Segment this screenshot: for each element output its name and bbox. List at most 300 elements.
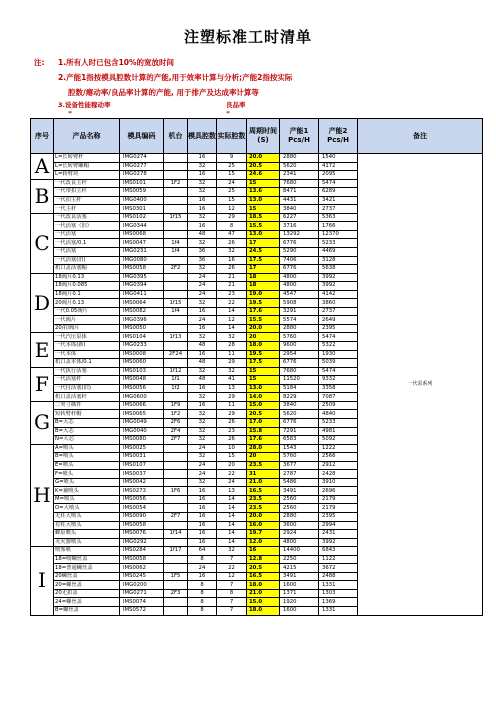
mold-code-cell: IMG0600	[120, 393, 164, 402]
actual-cavities-cell: 15	[217, 196, 247, 205]
capacity-2-cell: 3421	[319, 196, 358, 205]
capacity-1-cell: 2880	[280, 512, 319, 521]
mold-code-cell: IMS0284	[120, 547, 164, 556]
actual-cavities-cell: 32	[217, 547, 247, 556]
mold-code-cell: IMG0395	[120, 273, 164, 282]
capacity-1-cell: 6776	[280, 239, 319, 248]
actual-cavities-cell: 23	[217, 427, 247, 436]
actual-cavities-cell: 13	[217, 487, 247, 496]
mold-cavities-cell: 32	[188, 333, 217, 342]
capacity-2-cell: 9332	[319, 376, 358, 385]
product-name-cell: 20无扣盖	[54, 589, 120, 598]
mold-code-cell: IMG0233	[120, 342, 164, 351]
mold-code-cell: IMS0047	[120, 239, 164, 248]
mold-code-cell: IMS0572	[120, 606, 164, 615]
actual-cavities-cell: 32	[217, 367, 247, 376]
mold-cavities-cell: 8	[188, 589, 217, 598]
machine-cell: 2F7	[164, 436, 188, 445]
cycle-time-cell: 17.0	[247, 418, 280, 427]
cycle-time-cell: 20.0	[247, 512, 280, 521]
capacity-2-cell: 5092	[319, 436, 358, 445]
machine-cell	[164, 230, 188, 239]
group-letter: C	[31, 213, 54, 273]
actual-cavities-cell: 14	[217, 538, 247, 547]
capacity-2-cell: 2488	[319, 572, 358, 581]
actual-cavities-cell: 8	[217, 222, 247, 231]
capacity-2-cell: 5638	[319, 265, 358, 274]
product-name-cell: 一代阀片	[54, 316, 120, 325]
cycle-time-cell: 23.5	[247, 495, 280, 504]
capacity-2-cell: 4469	[319, 248, 358, 257]
actual-cavities-cell: 29	[217, 393, 247, 402]
actual-cavities-cell: 26	[217, 265, 247, 274]
actual-cavities-cell: 7	[217, 598, 247, 607]
cycle-time-cell: 13.0	[247, 230, 280, 239]
mold-code-cell: IMS0080	[120, 436, 164, 445]
actual-cavities-cell: 22	[217, 470, 247, 479]
mold-code-cell: IMS0062	[120, 564, 164, 573]
machine-cell	[164, 256, 188, 265]
capacity-1-cell: 8471	[280, 188, 319, 197]
product-name-cell: 一代汽压泵体	[54, 333, 120, 342]
cycle-time-cell: 17.6	[247, 307, 280, 316]
mold-code-cell: IMS0066	[120, 401, 164, 410]
cycle-time-cell: 17	[247, 265, 280, 274]
mold-code-cell: IMS0082	[120, 307, 164, 316]
mold-cavities-cell: 24	[188, 461, 217, 470]
mold-cavities-cell: 32	[188, 410, 217, 419]
capacity-1-cell: 9600	[280, 342, 319, 351]
capacity-2-cell: 2912	[319, 461, 358, 470]
mold-code-cell: IMS0068	[120, 230, 164, 239]
cycle-time-cell: 15.8	[247, 427, 280, 436]
capacity-1-cell: 3291	[280, 307, 319, 316]
actual-cavities-cell: 22	[217, 299, 247, 308]
mold-cavities-cell: 8	[188, 598, 217, 607]
machine-cell	[164, 538, 188, 547]
machine-cell	[164, 290, 188, 299]
actual-cavities-cell: 14	[217, 512, 247, 521]
mold-code-cell: IMS0058	[120, 555, 164, 564]
product-name-cell: 一代活塞(旧)	[54, 256, 120, 265]
cycle-time-cell: 17.5	[247, 359, 280, 368]
group-letter: A	[31, 154, 54, 180]
capacity-1-cell: 1920	[280, 598, 319, 607]
actual-cavities-cell: 24	[217, 179, 247, 188]
capacity-1-cell: 2250	[280, 555, 319, 564]
capacity-2-cell: 1222	[319, 444, 358, 453]
cycle-time-cell: 24.5	[247, 248, 280, 257]
mold-cavities-cell: 32	[188, 162, 217, 171]
capacity-1-cell: 6583	[280, 436, 319, 445]
product-name-cell: L=长转臂螺帽	[54, 162, 120, 171]
product-name-cell: K=兼喷头	[54, 487, 120, 496]
capacity-1-cell: 5184	[280, 384, 319, 393]
mold-cavities-cell: 16	[188, 530, 217, 539]
capacity-2-cell: 5233	[319, 239, 358, 248]
product-name-cell: 一代付活塞(旧)	[54, 384, 120, 393]
cycle-time-cell: 15	[247, 179, 280, 188]
note-2-continued: 腔数/瘪动率/良品率计算的产能, 用于排产及达成率计算等	[68, 88, 259, 97]
capacity-1-cell: 5908	[280, 299, 319, 308]
actual-cavities-cell: 15	[217, 171, 247, 180]
capacity-2-cell: 5474	[319, 333, 358, 342]
mold-code-cell: IMS0048	[120, 376, 164, 385]
product-name-cell: 一代活塞杆	[54, 376, 120, 385]
capacity-2-cell: 3992	[319, 273, 358, 282]
mold-cavities-cell: 24	[188, 273, 217, 282]
capacity-2-cell: 3910	[319, 478, 358, 487]
mold-code-cell: IMS0037	[120, 470, 164, 479]
capacity-1-cell: 14400	[280, 547, 319, 556]
product-name-cell: 20螺丝盖	[54, 572, 120, 581]
machine-cell: 1F6	[164, 487, 188, 496]
header-mold-code: 模具编码	[120, 119, 164, 154]
capacity-2-cell: 2428	[319, 470, 358, 479]
capacity-2-cell: 1540	[319, 154, 358, 163]
group-letter: I	[31, 547, 54, 615]
product-name-cell: 20=螺丝盖	[54, 581, 120, 590]
product-name-cell: 一代本体(新)	[54, 342, 120, 351]
capacity-1-cell: 1543	[280, 444, 319, 453]
machine-cell: 2F7	[164, 512, 188, 521]
product-name-cell: B=螺丝盖	[54, 606, 120, 615]
cycle-time-cell: 19.0	[247, 290, 280, 299]
capacity-1-cell: 6776	[280, 265, 319, 274]
cycle-time-cell: 16	[247, 547, 280, 556]
mold-code-cell: IMS0301	[120, 205, 164, 214]
mold-code-cell: IMS0031	[120, 453, 164, 462]
machine-cell: 2F2	[164, 265, 188, 274]
machine-cell: 1f15	[164, 213, 188, 222]
mold-cavities-cell: 32	[188, 393, 217, 402]
capacity-2-cell: 2179	[319, 504, 358, 513]
mold-code-cell: IMS0025	[120, 444, 164, 453]
header-actual-cavities: 实际腔数	[217, 119, 247, 154]
product-name-cell: 机口盖活塞帽	[54, 265, 120, 274]
machine-cell: 1f2	[164, 384, 188, 393]
machine-cell	[164, 205, 188, 214]
actual-cavities-cell: 9	[217, 154, 247, 163]
group-letter: E	[31, 333, 54, 367]
mold-code-cell: IMS0056	[120, 384, 164, 393]
mold-code-cell: IMS0008	[120, 350, 164, 359]
capacity-1-cell: 6776	[280, 418, 319, 427]
capacity-1-cell: 6227	[280, 213, 319, 222]
product-name-cell: 一代改良主杆	[54, 179, 120, 188]
capacity-2-cell: 6289	[319, 188, 358, 197]
note-3-oee-value: =	[68, 110, 73, 116]
machine-cell	[164, 581, 188, 590]
machine-cell	[164, 521, 188, 530]
actual-cavities-cell: 16	[217, 256, 247, 265]
cycle-time-cell: 13.0	[247, 384, 280, 393]
product-name-cell: 18=普通螺丝盖	[54, 564, 120, 573]
header-remark: 备注	[358, 119, 483, 154]
product-name-cell: O=大喷头	[54, 504, 120, 513]
machine-cell	[164, 555, 188, 564]
cycle-time-cell: 18.5	[247, 213, 280, 222]
capacity-1-cell: 2880	[280, 154, 319, 163]
mold-cavities-cell: 32	[188, 453, 217, 462]
actual-cavities-cell: 26	[217, 436, 247, 445]
page-title: 注塑标准工时清单	[183, 28, 312, 46]
capacity-1-cell: 3716	[280, 222, 319, 231]
capacity-2-cell: 4840	[319, 410, 358, 419]
product-name-cell: N=大芯	[54, 436, 120, 445]
mold-cavities-cell: 64	[188, 547, 217, 556]
actual-cavities-cell: 14	[217, 530, 247, 539]
mold-cavities-cell: 16	[188, 384, 217, 393]
capacity-2-cell: 4172	[319, 162, 358, 171]
machine-cell: 2F3	[164, 589, 188, 598]
cycle-time-cell: 20.5	[247, 410, 280, 419]
mold-code-cell: IMS0107	[120, 461, 164, 470]
mold-cavities-cell: 48	[188, 342, 217, 351]
actual-cavities-cell: 12	[217, 316, 247, 325]
mold-code-cell: IMG0411	[120, 290, 164, 299]
capacity-2-cell: 2509	[319, 401, 358, 410]
mold-code-cell: IMS0058	[120, 521, 164, 530]
actual-cavities-cell: 15	[217, 453, 247, 462]
capacity-1-cell: 6776	[280, 359, 319, 368]
product-name-cell: 一代主杆	[54, 205, 120, 214]
machine-cell: 1f13	[164, 333, 188, 342]
mold-code-cell: IMS0101	[120, 179, 164, 188]
mold-cavities-cell: 16	[188, 572, 217, 581]
mold-cavities-cell: 32	[188, 367, 217, 376]
cycle-time-cell: 24.6	[247, 171, 280, 180]
actual-cavities-cell: 10	[217, 444, 247, 453]
mold-code-cell: IMG0394	[120, 282, 164, 291]
mold-cavities-cell: 16	[188, 538, 217, 547]
mold-code-cell: IMG0277	[120, 162, 164, 171]
mold-cavities-cell: 16	[188, 350, 217, 359]
mold-cavities-cell: 16	[188, 487, 217, 496]
mold-cavities-cell: 16	[188, 401, 217, 410]
actual-cavities-cell: 14	[217, 495, 247, 504]
cycle-time-cell: 18.0	[247, 581, 280, 590]
cycle-time-cell: 19.7	[247, 530, 280, 539]
machine-cell: 1F9	[164, 401, 188, 410]
cycle-time-cell: 12.0	[247, 538, 280, 547]
note-1: 1.所有人时已包含10%的宽放时间	[58, 58, 175, 67]
cycle-time-cell: 13.0	[247, 196, 280, 205]
capacity-1-cell: 5486	[280, 478, 319, 487]
capacity-1-cell: 1600	[280, 581, 319, 590]
product-name-cell: 喷雾喷	[54, 547, 120, 556]
machine-cell	[164, 324, 188, 333]
cycle-time-cell: 16.0	[247, 521, 280, 530]
actual-cavities-cell: 21	[217, 282, 247, 291]
actual-cavities-cell: 29	[217, 359, 247, 368]
mold-cavities-cell: 24	[188, 290, 217, 299]
capacity-1-cell: 5760	[280, 453, 319, 462]
cycle-time-cell: 13.6	[247, 188, 280, 197]
capacity-2-cell: 5474	[319, 367, 358, 376]
mold-code-cell: IMG0292	[120, 538, 164, 547]
machine-cell	[164, 444, 188, 453]
mold-cavities-cell: 24	[188, 316, 217, 325]
actual-cavities-cell: 21	[217, 273, 247, 282]
mold-cavities-cell: 24	[188, 282, 217, 291]
header-cycle-time: 周期时间(S)	[247, 119, 280, 154]
product-name-cell: 一代带扣主杆	[54, 188, 120, 197]
mold-code-cell: IMG0278	[120, 171, 164, 180]
mold-code-cell: IMG0200	[120, 581, 164, 590]
header-mold-cavities: 模具腔数	[188, 119, 217, 154]
capacity-2-cell: 5233	[319, 418, 358, 427]
capacity-2-cell: 1930	[319, 350, 358, 359]
cycle-time-cell: 18	[247, 282, 280, 291]
capacity-2-cell: 1766	[319, 222, 358, 231]
cycle-time-cell: 20	[247, 333, 280, 342]
actual-cavities-cell: 29	[217, 213, 247, 222]
actual-cavities-cell: 8	[217, 589, 247, 598]
product-name-cell: 灭火器喷头	[54, 538, 120, 547]
product-name-cell: 20/扣阀片	[54, 324, 120, 333]
capacity-2-cell: 2649	[319, 316, 358, 325]
cycle-time-cell: 21.0	[247, 478, 280, 487]
product-name-cell: 一代活塞	[54, 230, 120, 239]
capacity-1-cell: 3840	[280, 205, 319, 214]
actual-cavities-cell: 11	[217, 350, 247, 359]
header-name: 产品名称	[54, 119, 120, 154]
machine-cell	[164, 171, 188, 180]
actual-cavities-cell: 7	[217, 606, 247, 615]
cycle-time-cell: 12.8	[247, 555, 280, 564]
machine-cell: 1f4	[164, 248, 188, 257]
mold-cavities-cell: 16	[188, 205, 217, 214]
actual-cavities-cell: 14	[217, 307, 247, 316]
capacity-1-cell: 4547	[280, 290, 319, 299]
mold-code-cell: IMG0080	[120, 256, 164, 265]
capacity-1-cell: 5290	[280, 248, 319, 257]
actual-cavities-cell: 14	[217, 521, 247, 530]
product-name-cell: 一代0.05阀片	[54, 307, 120, 316]
machine-cell: 1f1	[164, 376, 188, 385]
mold-code-cell: IMG0274	[120, 154, 164, 163]
capacity-1-cell: 3840	[280, 401, 319, 410]
mold-code-cell: IMS0090	[120, 512, 164, 521]
capacity-2-cell: 3672	[319, 564, 358, 573]
actual-cavities-cell: 26	[217, 239, 247, 248]
mold-code-cell: IMS0245	[120, 572, 164, 581]
product-name-cell: 蝉泵喷头	[54, 530, 120, 539]
capacity-2-cell: 1122	[319, 555, 358, 564]
actual-cavities-cell: 25	[217, 188, 247, 197]
machine-cell	[164, 598, 188, 607]
mold-code-cell: IMS0059	[120, 188, 164, 197]
capacity-1-cell: 7291	[280, 427, 319, 436]
actual-cavities-cell: 22	[217, 564, 247, 573]
mold-cavities-cell: 16	[188, 504, 217, 513]
capacity-2-cell: 4142	[319, 290, 358, 299]
actual-cavities-cell: 32	[217, 248, 247, 257]
capacity-1-cell: 7406	[280, 256, 319, 265]
cycle-time-cell: 18.0	[247, 342, 280, 351]
capacity-1-cell: 2924	[280, 530, 319, 539]
capacity-1-cell: 13292	[280, 230, 319, 239]
mold-cavities-cell: 16	[188, 154, 217, 163]
machine-cell	[164, 393, 188, 402]
machine-cell: 2F6	[164, 418, 188, 427]
remark-cell: 一代泵系列	[358, 154, 483, 616]
capacity-1-cell: 2954	[280, 350, 319, 359]
product-name-cell: 18=喷螺丝盖	[54, 555, 120, 564]
actual-cavities-cell: 25	[217, 162, 247, 171]
capacity-2-cell: 6843	[319, 547, 358, 556]
machine-cell	[164, 188, 188, 197]
mold-cavities-cell: 24	[188, 444, 217, 453]
mold-cavities-cell: 8	[188, 555, 217, 564]
machine-cell: 1f15	[164, 299, 188, 308]
machine-cell	[164, 478, 188, 487]
capacity-2-cell: 5039	[319, 359, 358, 368]
mold-cavities-cell: 32	[188, 478, 217, 487]
cycle-time-cell: 21.0	[247, 589, 280, 598]
cycle-time-cell: 23.5	[247, 504, 280, 513]
product-name-cell: F=喷头	[54, 470, 120, 479]
product-name-cell: 一代本体	[54, 350, 120, 359]
machine-cell	[164, 342, 188, 351]
mold-code-cell: IMG0040	[120, 427, 164, 436]
mold-cavities-cell: 32	[188, 427, 217, 436]
cycle-time-cell: 15	[247, 376, 280, 385]
product-name-cell: 18阀片0.085	[54, 282, 120, 291]
capacity-2-cell: 1303	[319, 589, 358, 598]
actual-cavities-cell: 7	[217, 555, 247, 564]
mold-code-cell: IMG0344	[120, 222, 164, 231]
product-name-cell: 一代改良活塞	[54, 213, 120, 222]
product-name-cell: 机口盖本体/0.1	[54, 359, 120, 368]
cycle-time-cell: 15	[247, 367, 280, 376]
machine-cell	[164, 504, 188, 513]
product-name-cell: 一代活塞/0.1	[54, 239, 120, 248]
capacity-1-cell: 5760	[280, 333, 319, 342]
machine-cell: 1f4	[164, 239, 188, 248]
cycle-time-cell: 15.0	[247, 598, 280, 607]
cycle-time-cell: 20.0	[247, 154, 280, 163]
machine-cell: 1f17	[164, 547, 188, 556]
cycle-time-cell: 20.5	[247, 564, 280, 573]
actual-cavities-cell: 26	[217, 418, 247, 427]
machine-cell: 2F24	[164, 350, 188, 359]
capacity-1-cell: 1600	[280, 606, 319, 615]
note-2: 2.产能1指按模具腔数计算的产能,用于效率计算与分析;产能2指按实际	[58, 73, 293, 82]
mold-code-cell: IMG0400	[120, 196, 164, 205]
mold-cavities-cell: 16	[188, 196, 217, 205]
capacity-2-cell: 1369	[319, 598, 358, 607]
actual-cavities-cell: 41	[217, 376, 247, 385]
mold-code-cell: IMG0271	[120, 589, 164, 598]
capacity-2-cell: 3860	[319, 299, 358, 308]
cycle-time-cell: 18.0	[247, 606, 280, 615]
machine-cell: 1f4	[164, 307, 188, 316]
mold-code-cell: IMS0104	[120, 333, 164, 342]
capacity-2-cell: 3128	[319, 256, 358, 265]
product-name-cell: B=大芯	[54, 427, 120, 436]
capacity-2-cell: 2566	[319, 453, 358, 462]
mold-code-cell: IMS0064	[120, 299, 164, 308]
mold-cavities-cell: 16	[188, 495, 217, 504]
cycle-time-cell: 20.0	[247, 324, 280, 333]
product-name-cell: B=喷头	[54, 453, 120, 462]
mold-cavities-cell: 16	[188, 521, 217, 530]
mold-cavities-cell: 16	[188, 324, 217, 333]
machine-cell	[164, 461, 188, 470]
actual-cavities-cell: 28	[217, 342, 247, 351]
